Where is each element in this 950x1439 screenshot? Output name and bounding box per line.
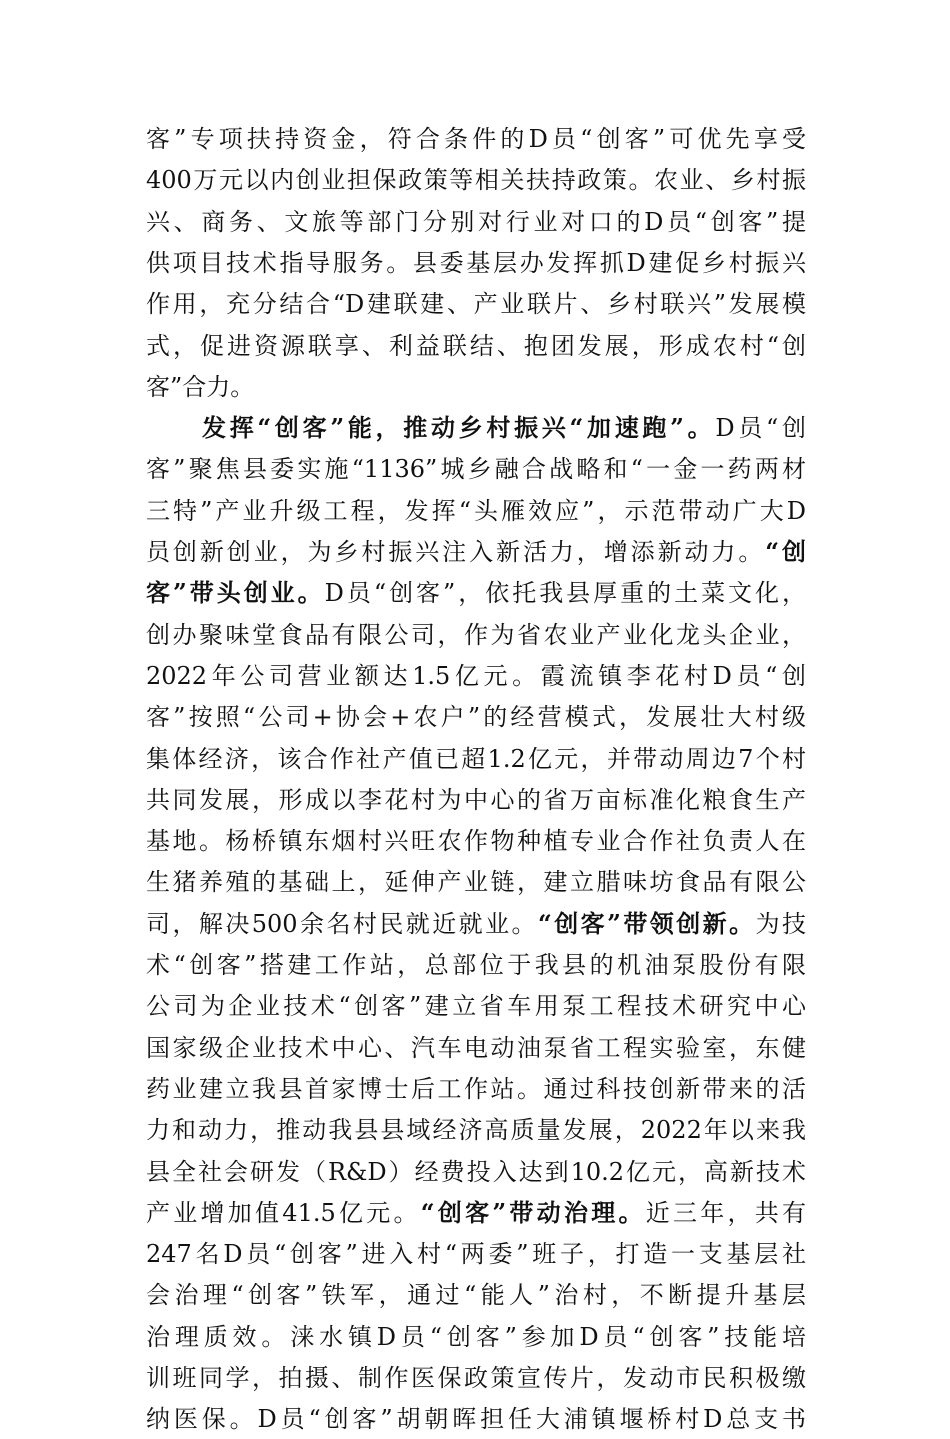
text-line [146,202,806,242]
body-text: 客”按照“公司+协会+农户”的经营模式，发展壮大村级 [146,703,806,732]
body-text: D员“创 [715,414,807,443]
body-text: 2022年公司营业额达1.5亿元。霞流镇李花村D员“创 [146,661,806,690]
body-text: 治理质效。涞水镇D员“创客”参加D员“创客”技能培 [146,1322,806,1351]
body-text: 力和动力，推动我县县域经济高质量发展，2022年以来我 [146,1116,806,1145]
text-line [146,408,806,448]
body-text: 药业建立我县首家博士后工作站。通过科技创新带来的活 [146,1074,806,1103]
text-line [146,119,806,159]
body-text: 共同发展，形成以李花村为中心的省万亩标准化粮食生产 [146,785,806,814]
text-line [146,532,806,572]
text-line [146,821,806,861]
bold-heading-text: 发挥“创客”能，推动乡村振兴“加速跑”。 [202,413,716,443]
body-text: 司，解决500余名村民就近就业。 [146,909,538,938]
bold-heading-text: 客”带头创业。 [146,578,325,608]
body-text: 生猪养殖的基础上，延伸产业链，建立腊味坊食品有限公 [146,868,806,897]
text-line [146,1152,806,1192]
text-line [146,160,806,200]
body-text: 客”合力。 [146,372,255,401]
body-text: 作用，充分结合“D建联建、产业联片、乡村联兴”发展模 [146,290,806,319]
text-line [146,1317,806,1357]
body-text: 国家级企业技术中心、汽车电动油泵省工程实验室，东健 [146,1033,806,1062]
body-text: 纳医保。D员“创客”胡朝晖担任大浦镇堰桥村D总支书 [146,1405,806,1434]
text-line [146,573,806,613]
body-text: 客”聚焦县委实施“1136”城乡融合战略和“一金一药两材 [146,455,806,484]
text-line [146,945,806,985]
text-line [146,697,806,737]
body-text: 为技 [755,909,807,938]
body-text: 400万元以内创业担保政策等相关扶持政策。农业、乡村振 [146,166,806,195]
text-line [146,615,806,655]
bold-heading-text: “创客”带动治理。 [420,1197,646,1227]
text-line [146,1028,806,1068]
text-line [146,284,806,324]
body-text: 县全社会研发（R&D）经费投入达到10.2亿元，高新技术 [146,1157,806,1186]
body-text: 式，促进资源联享、利益联结、抱团发展，形成农村“创 [146,331,806,360]
text-line [146,491,806,531]
body-text: 客”专项扶持资金，符合条件的D员“创客”可优先享受 [146,125,806,153]
text-line [146,1234,806,1274]
body-text: 产业增加值41.5亿元。 [146,1198,421,1227]
body-text: 会治理“创客”铁军，通过“能人”治村，不断提升基层 [146,1281,806,1310]
bold-heading-text: “创客”带领创新。 [537,908,756,938]
body-text: 247名D员“创客”进入村“两委”班子，打造一支基层社 [146,1240,806,1269]
body-text: 员创新创业，为乡村振兴注入新活力，增添新动力。 [146,538,766,566]
text-line [146,862,806,902]
text-line [146,656,806,696]
body-text: 三特”产业升级工程，发挥“头雁效应”，示范带动广大D [146,496,806,525]
text-line [146,449,806,489]
body-text: 术“创客”搭建工作站，总部位于我县的机油泵股份有限 [146,951,806,979]
body-text: 供项目技术指导服务。县委基层办发挥抓D建促乡村振兴 [146,248,806,277]
bold-heading-text: “创 [765,537,806,566]
text-line [146,243,806,283]
text-line [146,326,806,366]
text-line [146,1399,806,1439]
text-line [146,1275,806,1315]
text-line [146,739,806,779]
text-line [146,904,806,944]
body-text: 创办聚味堂食品有限公司，作为省农业产业化龙头企业， [146,620,806,649]
text-line [146,780,806,820]
text-line [146,1110,806,1150]
body-text: D员“创客”，依托我县厚重的土菜文化， [324,579,806,608]
body-text: 集体经济，该合作社产值已超1.2亿元，并带动周边7个村 [146,744,806,773]
text-line [146,1193,806,1233]
body-text: 公司为企业技术“创客”建立省车用泵工程技术研究中心 [146,992,806,1021]
body-text: 训班同学，拍摄、制作医保政策宣传片，发动市民积极缴 [146,1364,806,1392]
text-line [146,1069,806,1109]
text-line [146,367,806,407]
text-line [146,986,806,1026]
body-text: 兴、商务、文旅等部门分别对行业对口的D员“创客”提 [146,207,806,236]
body-text: 基地。杨桥镇东烟村兴旺农作物种植专业合作社负责人在 [146,827,806,856]
body-text: 近三年，共有 [645,1198,807,1227]
text-line [146,1358,806,1398]
